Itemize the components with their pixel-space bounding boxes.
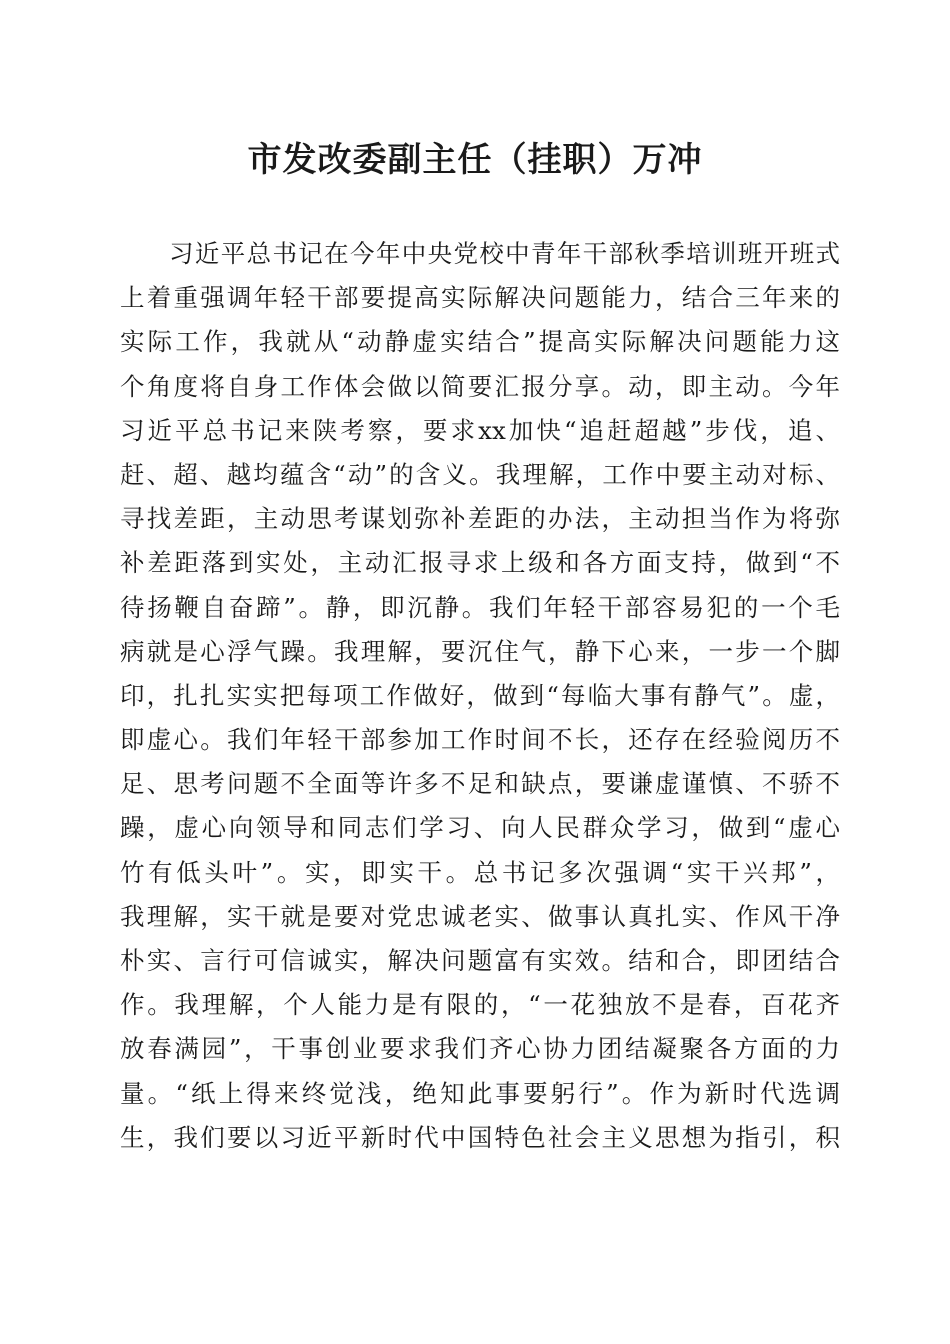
body-line: 躁，虚心向领导和同志们学习、向人民群众学习，做到“虚心 xyxy=(120,813,840,843)
body-line: 寻找差距，主动思考谋划弥补差距的办法，主动担当作为将弥 xyxy=(120,504,840,534)
body-line: 作。我理解，个人能力是有限的，“一花独放不是春，百花齐 xyxy=(120,990,840,1020)
body-line: 上着重强调年轻干部要提高实际解决问题能力，结合三年来的 xyxy=(120,283,840,313)
body-line: 生，我们要以习近平新时代中国特色社会主义思想为指引，积 xyxy=(120,1122,840,1152)
body-line: 赶、超、越均蕴含“动”的含义。我理解，工作中要主动对标、 xyxy=(120,459,840,489)
document-title: 市发改委副主任（挂职）万冲 xyxy=(247,140,703,180)
body-line: 量。“纸上得来终觉浅，绝知此事要躬行”。作为新时代选调 xyxy=(120,1078,840,1108)
body-line: 习近平总书记来陕考察，要求xx加快“追赶超越”步伐，追、 xyxy=(120,415,840,445)
body-line: 个角度将自身工作体会做以简要汇报分享。动，即主动。今年 xyxy=(120,371,840,401)
body-line: 补差距落到实处，主动汇报寻求上级和各方面支持，做到“不 xyxy=(120,548,840,578)
body-line: 实际工作，我就从“动静虚实结合”提高实际解决问题能力这 xyxy=(120,327,840,357)
body-line: 病就是心浮气躁。我理解，要沉住气，静下心来，一步一个脚 xyxy=(120,636,840,666)
body-line: 放春满园”，干事创业要求我们齐心协力团结凝聚各方面的力 xyxy=(120,1034,840,1064)
body-line: 竹有低头叶”。实，即实干。总书记多次强调“实干兴邦”， xyxy=(120,857,840,887)
body-line: 朴实、言行可信诚实，解决问题富有实效。结和合，即团结合 xyxy=(120,946,840,975)
document-body xyxy=(120,232,840,1160)
body-line: 习近平总书记在今年中央党校中青年干部秋季培训班开班式 xyxy=(169,239,840,268)
body-line: 即虚心。我们年轻干部参加工作时间不长，还存在经验阅历不 xyxy=(120,725,840,755)
body-line: 待扬鞭自奋蹄”。静，即沉静。我们年轻干部容易犯的一个毛 xyxy=(120,592,840,622)
body-line: 印，扎扎实实把每项工作做好，做到“每临大事有静气”。虚， xyxy=(120,680,840,710)
body-line: 足、思考问题不全面等许多不足和缺点，要谦虚谨慎、不骄不 xyxy=(120,769,840,799)
body-line: 我理解，实干就是要对党忠诚老实、做事认真扎实、作风干净 xyxy=(120,901,840,931)
